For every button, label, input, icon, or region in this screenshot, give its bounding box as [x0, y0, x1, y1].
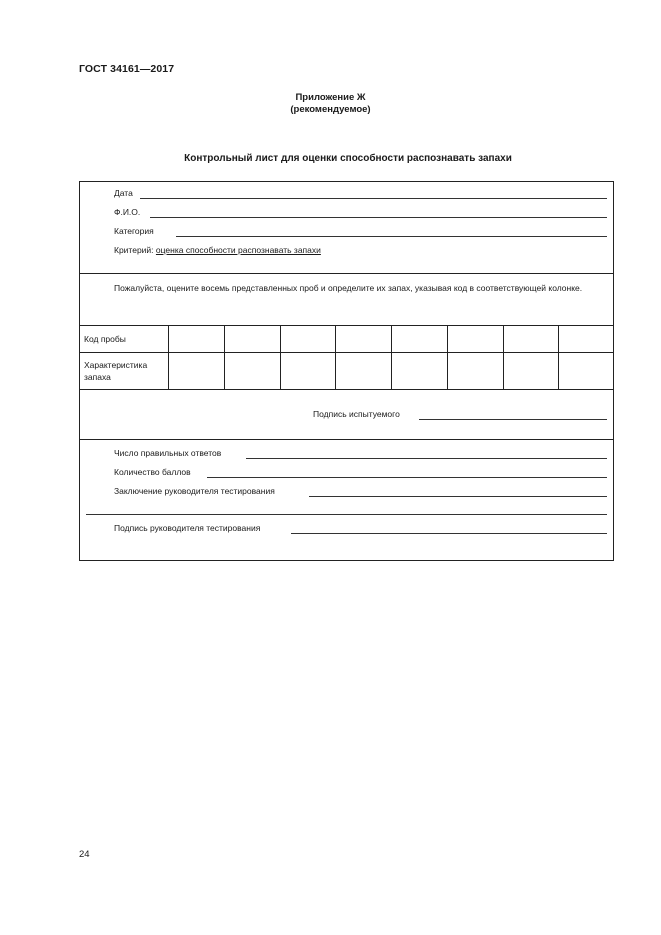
section-divider — [80, 439, 613, 440]
category-field[interactable] — [176, 236, 607, 237]
table-column-divider — [558, 325, 559, 389]
score-label: Количество баллов — [114, 467, 191, 477]
table-column-divider — [391, 325, 392, 389]
page-number: 24 — [79, 849, 90, 860]
table-column-divider — [447, 325, 448, 389]
category-label: Категория — [114, 226, 154, 236]
correct-answers-field[interactable] — [246, 458, 607, 459]
table-row-divider — [80, 352, 613, 353]
conclusion-label: Заключение руководителя тестирования — [114, 486, 275, 496]
subject-signature-label: Подпись испытуемого — [313, 409, 400, 419]
criterion-row — [114, 245, 321, 255]
sample-code-label: Код пробы — [84, 334, 126, 344]
odor-characteristic-label: Характеристика запаха — [84, 360, 148, 382]
conclusion-field[interactable] — [309, 496, 607, 497]
name-field[interactable] — [150, 217, 607, 218]
form-title: Контрольный лист для оценки способности распознавать запахи — [184, 153, 512, 164]
supervisor-signature-field[interactable] — [291, 533, 607, 534]
appendix-status: (рекомендуемое) — [290, 104, 371, 115]
table-column-divider — [168, 325, 169, 389]
section-divider — [80, 325, 613, 326]
checklist-form — [79, 181, 614, 561]
standard-designation: ГОСТ 34161—2017 — [79, 63, 175, 75]
criterion-label: Критерий: — [114, 245, 154, 255]
table-column-divider — [224, 325, 225, 389]
supervisor-signature-label: Подпись руководителя тестирования — [114, 523, 261, 533]
correct-answers-label: Число правильных ответов — [114, 448, 222, 458]
conclusion-field-continued[interactable] — [86, 514, 607, 515]
section-divider — [80, 273, 613, 274]
section-divider — [80, 389, 613, 390]
appendix-title: Приложение Ж — [295, 92, 366, 103]
criterion-value: оценка способности распознавать запахи — [155, 245, 321, 255]
date-field[interactable] — [140, 198, 607, 199]
instruction-text: Пожалуйста, оцените восемь представленных проб и определите их запах, указывая код в соответствующей колонке. — [114, 283, 583, 293]
date-label: Дата — [114, 188, 133, 198]
subject-signature-field[interactable] — [419, 419, 607, 420]
name-label: Ф.И.О. — [114, 207, 141, 217]
score-field[interactable] — [207, 477, 607, 478]
table-column-divider — [280, 325, 281, 389]
table-column-divider — [503, 325, 504, 389]
table-column-divider — [335, 325, 336, 389]
